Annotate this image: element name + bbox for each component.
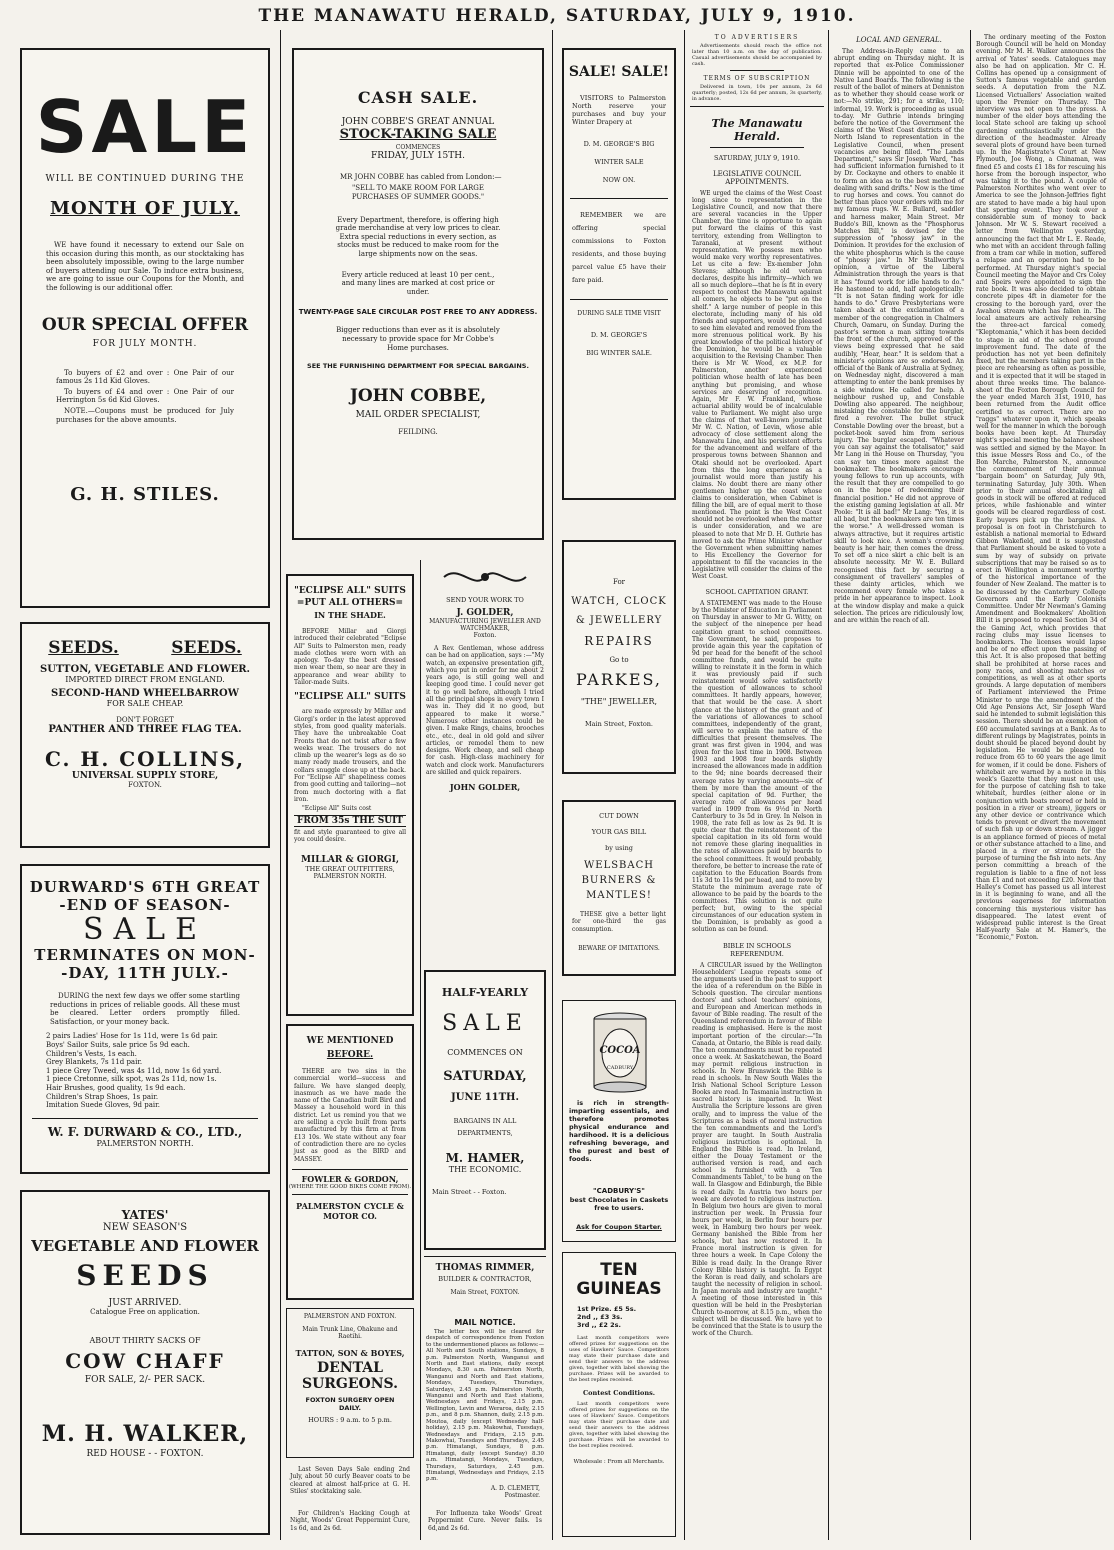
golder-advert	[424, 596, 546, 956]
hamer-h4: SATURDAY,	[443, 1069, 527, 1084]
mentioned-sub: (WHERE THE GOOD BIKES COME FROM).	[288, 1183, 412, 1190]
column-rule	[684, 30, 685, 1540]
dental-h: DENTAL SURGEONS.	[301, 1360, 399, 1392]
leg-body: WE urged the claims of the West Coast long since to representation in the Legislative Council, and now that there are several vacancies in the Upper Chamber, the time is opportune to again put forward the claims of this vast territory, extending from Wellington to Taranaki, at present without representation. We possess men who would make very worthy representatives. Let us cite a few: Ex-member John Stevens; although he old veteran declares, despite his infirmity—which we all so much deplore—that he is fit in every respect to contest the Manawatu against all comers, he objects to be "put on the shelf." A large number of people in this electorate, including many of his old friends and supporters, would be pleased to see him elevated and removed from the more strenuous political work. By his great knowledge of the political history of the Dominion, he would be a valuable acquisition to the Revising Chamber. Then there is Mr W. Wood, ex M.P. for Palmerston, another experienced politician whose health of late has been anything but promising, and whose services are deserving of recognition. Again, Mr F. W. Frankland, whose actuarial ability would be of incalculable value to Parliament. We might also urge the claims of that well-known journalist Mr W. C. Nation, of Levin, whose able advocacy of close settlement along the Manawatu Line, and his persistent efforts for the advancement and welfare of the prosperous towns between Shannon and Otaki should not be overlooked. Apart from this the long experience as a journalist would more than justify his claims. No doubt there are many other gentlemen higher up the coast whose claims to consideration, when Cabinet is filling the bill, are of equal merit to those mentioned. The point is the West Coast should not be overlooked when the matter is under consideration, and we are pleased to note that Mr D. H. Guthrie has moved to ask the Prime Minister whether the Government when submitting names to His Excellency the Governor for appointment to fill the vacancies in the Legislative will consider the claims of the West Coast.	[692, 190, 822, 581]
parkes-l3: REPAIRS	[584, 634, 654, 648]
dental-open: FOXTON SURGERY OPEN DAILY.	[305, 1396, 395, 1412]
ornament	[424, 562, 546, 592]
hamer-h2: SALE	[442, 1011, 528, 1036]
eclipse-p1: BEFORE Millar and Giorgi introduced their celebrated "Eclipse All" Suits to Palmerston men, ready made clothes were worn with an apology. To-day the best dressed men wear them, so near are they in appearance and wear ability to Tailor-made Suits.	[294, 628, 406, 687]
walker-advert	[20, 1190, 270, 1535]
rimmer-name: THOMAS RIMMER,	[435, 1263, 535, 1273]
walker-l3: VEGETABLE AND FLOWER	[31, 1237, 259, 1255]
cocoa-coupon: Ask for Coupon Starter.	[576, 1223, 662, 1231]
column-rule	[828, 30, 829, 1540]
george-now: NOW ON.	[602, 176, 636, 184]
parkes-advert	[562, 540, 676, 774]
rimmer-advert	[424, 1256, 546, 1316]
eclipse-h2: =PUT ALL OTHERS=	[296, 598, 404, 608]
parkes-for: For	[612, 578, 626, 586]
hamer-h1: HALF-YEARLY	[441, 986, 529, 999]
guineas-whole: Wholesale : From all Merchants.	[573, 1459, 665, 1465]
right-body: The ordinary meeting of the Foxton Borough Council will be held on Monday evening. Mr M. H. Walker announces the arrival of Yates' seeds. Catalogues may also be had on application. Mr C. H. Collins has opened up a consignment of Sutton's famous vegetable and garden seeds. A deputation from the N.Z. Licensed Victuallers' Association waited upon the Premier on Thursday. The interview was not open to the press. A number of the elder boys attending the local State school are taking up school gardening enthusiastically under the direction of the headmaster. Already several plots of ground have been turned up. In the Magistrate's Court at New Plymouth, Joe Wong, a Chinaman, was fined £5 and costs £1 18s for rescuing his horse from the borough inspector, who was taking it to the pound. A couple of Palmerston Northites who went over to America to see the Johnson-Jeffries fight are stated to have made a big haul upon that sporting event. They took over a considerable sum of money to back Johnson. Mr W. S. Stewart received a letter from Wellington yesterday, announcing the fact that Mr L. E. Reade, who met with an accident through falling from a tram car while in motion, suffered a relapse and an operation had to be performed. At Thursday night's special Council meeting the Mayor and Crs Coley and Speirs were appointed to sign the rate book. It was also decided to obtain concrete pipes 4ft in diameter for the crossing to the borough yard, over the Awahou stream which has fallen in. The local amateurs are actively rehearsing the three-act farcical comedy, "Kleptomania," which it has been decided to stage in aid of the school ground improvement fund. The date of the production has not yet been definitely fixed, but the members taking part in the piece are rehearsing as often as possible, and it is expected that it will be staged in about three weeks time. The balance-sheet of the Foxton Borough Council for the year ended March 31st, 1910, has been returned from the Audit office certified to as correct. There are no "raggs" whatever upon it, which speaks well for the manner in which the borough books have been kept. At Thursday night's special meeting the balance-sheet was settled and signed by the Mayor. In this issue Messrs Ross and Co., of the Bon Marche, Palmerston N., announce the commencement of their annual "bargain boom" on Saturday, July 9th, terminating Saturday, July 30th. When prior to their annual stocktaking all goods in stock will be offered at reduced prices, while fashionable and winter goods will be cleared regardless of cost. Early buyers pick up the bargains. A proposal is on foot in Christchurch to establish a national memorial to Edward Gibbon Wakefield, and it is suggested that Parliament should be asked to vote a sum by way of subsidy on private subscriptions that may be raised so as to erect in Wellington a monument worthy of the historical importance of the founder of New Zealand. The matter is to be discussed by the Canterbury College Governors and the Early Colonists Committee. Under Mr Newman's Gaming Amendment and Bookmakers' Abolition Bill it is proposed to repeal Section 34 of the Gaming Act, which provides that racing clubs may issue licenses to bookmakers. The licenses would lapse and be of no effect upon the passing of this Act. It is also proposed that betting shall be prohibited at horse races and pony races, and shooting matches or competitions, as well as at other sports grounds. A large deputation of members of Parliament interviewed the Prime Minister to urge the amendment of the Old Age Pensions Act, Sir Joseph Ward said he intended to submit legislation this session. There should be an exemption of £60 accumulated savings at a Bank. As to different rulings by Magistrates, points in doubt should be placed beyond doubt by legislation. He would be pleased to reduce from 65 to 60 years the age limit for women, if it could be done. Fishers of whitebait are warned by a notice in this week's Gazette that they must not use, for the purpose of catching fish to take whitebait, hurdles (either alone or in conjunction with boats moored or held in position in a river or stream), jiggers or any other device or contrivance which tends to prevent or divert the movement of such fish up or down stream. A jigger is an appliance formed of pieces of metal or other substance attached to a line, and placed in a river or stream for the purpose of turning the fish into nets. Any person committing a breach of the regulation is liable to a fine of not less than £1 and not exceeding £20. Now that Halley's Comet has passed us all interest in it is beginning to wane, and all the previous eagerness for information concerning this mysterious visitor has disappeared. The latest event of widespread public interest is the Great Half-yearly Sale at M. Hamer's, the "Economic," Foxton.	[976, 34, 1106, 942]
walker-l1: YATES'	[121, 1208, 169, 1222]
guineas-prizes: 1st Prize. £5 5s. 2nd ,, £3 3s. 3rd ,, £2 2s.	[577, 1305, 637, 1329]
gas-body: THESE give a better light for one-third the gas consumption.	[572, 911, 666, 933]
durward-list: 2 pairs Ladies' Hose for 1s 11d, were 1s 6d pair. Boys' Sailor Suits, sale price 5s 9d each. Children's Vests, 1s each. Grey Blankets, 7s 11d pair. 1 piece Grey Tweed, was 4s 11d, now 1s 6d yard. 1 piece Cretonne, silk spot, was 2s 11d, now 1s. Hair Brushes, good quality, 1s 9d each. Children's Strap Shoes, 1s pair. Imitation Suede Gloves, 9d pair.	[46, 1032, 222, 1110]
stiles-name: G. H. STILES.	[70, 484, 220, 506]
dental-l2: Main Trunk Line, Ohakune and Raetihi.	[302, 1326, 398, 1340]
george-during: DURING SALE TIME VISIT	[577, 310, 661, 317]
woods-notice-1: For Children's Hacking Cough at Night, Woods' Great Peppermint Cure, 1s 6d, and 2s 6d.	[290, 1510, 410, 1532]
golder-body: A Rev. Gentleman, whose address can be had on application, says :—"My watch, an expensive presentation gift, which you put in order for me about 2 years ago, is still going well and keeping good time. I could never get it to go well before, although I tried all the principal shops in every town I was in. They did it no good, but appeared to make it worse." Numerous other instances could be given. I make Rings, chains, brooches etc., etc., deal in old gold and silver articles, or remodel them to new designs. Work cheap, and sell cheap for cash. High-class machinery for watch and clock work. Manufacturers are skilled and quick repairers.	[426, 645, 544, 777]
walker-l5: JUST ARRIVED.	[108, 1298, 182, 1308]
mentioned-name: FOWLER & GORDON,	[301, 1173, 399, 1184]
month-headline: MONTH OF JULY.	[50, 198, 240, 219]
eclipse-h3: IN THE SHADE.	[314, 610, 386, 620]
eclipse-town: PALMERSTON NORTH.	[313, 873, 387, 881]
george-sale: WINTER SALE	[594, 158, 644, 166]
cobbe-p2: Every article reduced at least 10 per cent., and many lines are marked at cost price or under.	[341, 270, 495, 296]
eclipse-name: MILLAR & GIORGI,	[301, 855, 399, 866]
durward-h2: -END OF SEASON-	[59, 896, 231, 914]
dental-advert	[286, 1308, 414, 1458]
inner-rule	[420, 560, 421, 1540]
herald-date: SATURDAY, JULY 9, 1910.	[714, 154, 800, 162]
collins-name: C. H. COLLINS,	[44, 747, 246, 771]
subs-h: TERMS OF SUBSCRIPTION	[703, 75, 811, 82]
cobbe-p1: Every Department, therefore, is offering high grade merchandise at very low prices to clear. Extra special reductions in every section, as stocks must be reduced to make room for the large shipments now on the seas.	[335, 215, 501, 258]
dental-name: TATTON, SON & BOYES,	[295, 1348, 405, 1358]
cobbe-h5: FRIDAY, JULY 15TH.	[371, 151, 465, 161]
walker-seeds: SEEDS	[76, 1259, 214, 1292]
for-month-text: FOR JULY MONTH.	[92, 338, 198, 349]
golder-name: J. GOLDER,	[456, 608, 514, 618]
hamer-name: M. HAMER,	[445, 1151, 525, 1165]
cocoa-brand: CADBURY	[606, 1065, 634, 1071]
special-offer-headline: OUR SPECIAL OFFER	[41, 314, 249, 335]
stiles-body: WE have found it necessary to extend our Sale on this occasion during this month, as our stocktaking has been absolutely impossible, owing to the large number of buyers attending our Sale. To induce extra business, we are going to issue our Coupons for the Month, and the following is our additional offer.	[46, 241, 244, 292]
durward-name: W. F. DURWARD & CO., LTD.,	[47, 1124, 243, 1139]
cobbe-h1: CASH SALE.	[357, 88, 479, 107]
mail-body: The letter box will be cleared for despatch of correspondence from Foxton to the undermentioned places as follows:— All North and South stations, Sundays, 8 p.m. Palmerston North, Wanganui and North and East stations, daily except Mondays, 8.30 a.m. Palmerston North, Wanganui and North and East stations, Mondays, Tuesdays, Thursdays, Saturdays, 2.45 p.m. Palmerston North, Wanganui and North and East stations, Wednesdays and Fridays, 2.15 p.m. Wellington, Levin and Weraroa, daily, 2.15 p.m., and 8 p.m. Shannon, daily, 2.15 p.m. Moutoa, daily (except Wednesday half-holiday), 2.15 p.m. Makowhai, Tuesdays, Wednesdays and Fridays, 2.15 p.m. Makowhai, Tuesdays and Thursdays, 2.45 p.m. Himatangi, Sundays, 8 p.m. Himatangi, daily (except Sunday) 8.30 a.m. Himatangi, Mondays, Tuesdays, Thursdays, Saturdays, 2.45 p.m. Himatangi, Wednesdays and Fridays, 2.15 p.m.	[426, 1329, 544, 1483]
collins-l2: IMPORTED DIRECT FROM ENGLAND.	[65, 675, 225, 684]
column-rule	[280, 30, 281, 1540]
guineas-body: Last month competitors were offered prizes for suggestions on the uses of Hawkers' Sauce. Competitors may state their purchase date and send their answers to the address given, together with label showing the purchase. Prizes will be awarded to the best replies received.	[569, 1335, 669, 1383]
cocoa-advert	[562, 1000, 676, 1242]
durward-advert	[20, 864, 270, 1174]
golder-town: Foxton.	[473, 632, 497, 639]
subs-body: Delivered in town, 10s per annum, 2s 6d quarterly; posted, 12s 6d per annum, 3s quarterly, in advance.	[692, 84, 822, 102]
golder-name2: JOHN GOLDER,	[449, 782, 521, 793]
cobbe-p3: Bigger reductions than ever as it is absolutely necessary to provide space for Mr Cobbe's Home purchases.	[336, 326, 500, 352]
mail-sig: A. D. CLEMETT,	[490, 1484, 540, 1492]
george-p2: REMEMBER we are offering special commissions to Foxton residents, and those buying parcel value £5 have their fare paid.	[572, 211, 666, 284]
walker-l8: COW CHAFF	[65, 1349, 225, 1373]
mentioned-advert	[286, 1024, 414, 1300]
mentioned-body: THERE are two sins in the commercial world—success and failure. We have slanged deeply, inasmuch as we have made the name of the Canadian built Bird and Massey a household word in this district. Let us remind you that we are selling a cycle built from parts manufactured by this firm at from £13 10s. We state without any fear of contradiction there are no cycles just as good as the BIRD and MASSEY.	[294, 1068, 406, 1163]
george-p1: VISITORS to Palmerston North reserve your purchases and buy your Winter Drapery at	[572, 94, 666, 126]
offer-list: To buyers of £2 and over : One Pair of our famous 2s 11d Kid Gloves. To buyers of £4 and over : One Pair of our Herrington 5s 6d Kid Gloves. NOTE.—Coupons must be produced for July purchases for the above amounts.	[56, 368, 234, 424]
stiles-advert	[20, 48, 270, 608]
gas-l3: BURNERS &	[581, 875, 657, 886]
dental-hours: HOURS : 9 a.m. to 5 p.m.	[308, 1416, 392, 1424]
cobbe-h3: STOCK-TAKING SALE	[339, 127, 497, 142]
right-column	[974, 34, 1108, 944]
walker-l2: NEW SEASON'S	[102, 1222, 188, 1233]
mentioned-h2: BEFORE.	[326, 1050, 374, 1060]
walker-l9: FOR SALE, 2/- PER SACK.	[84, 1375, 206, 1385]
george-advert	[562, 48, 676, 500]
cobbe-cable: MR JOHN COBBE has cabled from London:—	[340, 173, 502, 181]
school-body: A STATEMENT was made to the House by the Minister of Education in Parliament on Thursday in answer to Mr G. Witty, on the subject of the ninepence per head capitation grant to school committees. The Government, he said, proposes to provide again this year the capitation of 9d per head for the benefit of the school committee funds, and would be quite willing to reinstate it in the form in which it was previously paid if such reinstatement would solve satisfactorily the question of allowances to school committees. It hardly appears, however, that that would be the case. A short glance at the history of the grant and of the variations of allowances to school committees, independently of the grant, will serve to explain the nature of the difficulties that present themselves. The grant was first given in 1904, and was given for the last time in 1908. Between 1903 and 1908 four boards slightly increased the allowances made in addition to the 9d; nine boards decreased their average rates by varying amounts—six of them by more than the amount of the special capitation of 9d. Further, the average rate of allowances per head varied in 1909 from 6s 9½d in North Canterbury to 3s 5d in Grey. In Nelson in 1908, the rate fell as low as 2s 9d. It is quite clear that the reinstatement of the special capitation in its old form would not remove these glaring inequalities in the rates of allowances paid by boards to the school committees. It would probably, therefore, be better to increase the rate of capitation to the Education Boards from 11s 3d to 11s 9d per head, and to move by Statute the minimum average rate of allowance to be paid by the boards to the committees. This solution is not quite perfect; but, owing to the special circumstances of our education system in the Dominion, is probably as good a solution as can be found.	[692, 600, 822, 934]
mentioned-name2: PALMERSTON CYCLE & MOTOR CO.	[296, 1200, 404, 1221]
hamer-addr: Main Street - - Foxton.	[432, 1188, 507, 1196]
parkes-l2: & JEWELLERY	[575, 615, 663, 626]
hamer-h5: JUNE 11TH.	[451, 1092, 519, 1103]
durward-h3: TERMINATES ON MON-	[34, 946, 256, 964]
collins-l6: PANTHER AND THREE FLAG TEA.	[48, 724, 242, 735]
durward-h1: DURWARD'S 6TH GREAT	[29, 878, 261, 896]
gas-beware: BEWARE OF IMITATIONS.	[578, 944, 660, 952]
durward-sale: SALE	[82, 912, 208, 947]
walker-l7: ABOUT THIRTY SACKS OF	[89, 1336, 201, 1345]
school-h: SCHOOL CAPITATION GRANT.	[705, 588, 809, 597]
cobbe-spec: MAIL ORDER SPECIALIST,	[355, 410, 481, 421]
collins-town: FOXTON.	[128, 781, 162, 789]
eclipse-p2: are made expressly by Millar and Giorgi's order in the latest approved styles, from good quality materials. They have the unbreakable Coat Fronts that do not twist after a few weeks wear. The trousers do not climb up the wearer's legs as do so many ready made trousers, and the collars snuggle close up at the back. For "Eclipse All" shapeliness comes from good cutting and tailoring—not from much doctoring with a flat iron. "Eclipse All" Suits cost	[294, 708, 406, 813]
cocoa-body: is rich in strength-imparting essentials, and therefore promotes physical endurance and hardihood. It is a delicious refreshing beverage, and the purest and best of foods.	[569, 1099, 669, 1163]
gas-l4: MANTLES!	[586, 890, 652, 901]
guineas-cond: Contest Conditions.	[582, 1389, 655, 1397]
cobbe-h2: JOHN COBBE'S GREAT ANNUAL	[341, 117, 495, 127]
local-h: LOCAL AND GENERAL.	[856, 36, 942, 44]
collins-l1: SUTTON, VEGETABLE AND FLOWER.	[40, 664, 250, 675]
cobbe-furn: SEE THE FURNISHING DEPARTMENT FOR SPECIAL BARGAINS.	[307, 362, 529, 371]
cobbe-name: JOHN COBBE,	[349, 386, 487, 407]
george-name2: D. M. GEORGE'S	[590, 331, 648, 339]
eclipse-price: FROM 35s THE SUIT	[294, 815, 406, 827]
continued-text: WILL BE CONTINUED DURING THE	[45, 174, 245, 184]
durward-body: DURING the next few days we offer some startling reductions in prices of reliable goods. All these must be cleared. Letter orders promptly filled. Satisfaction, or your money back.	[50, 992, 240, 1026]
leg-h: LEGISLATIVE COUNCIL APPOINTMENTS.	[713, 170, 801, 186]
bible-body: A CIRCULAR issued by the Wellington Householders' League repeats some of the arguments used in the past to support the idea of a referendum on the Bible in Schools question. The circular mentions doctors' and school teachers' opinions, and European and American methods in favour of Bible reading. The result of the Queensland referendum in favour of Bible reading is emphasised. Here is the most important portion of the circular:—"In Canada, at Ontario, the Bible is read daily. The ten commandments must be repeated once a week. At Saskatchewan, the Board may permit religious instruction in schools. In New Brunswick the Bible is read in schools. In New South Wales the Irish National School Scripture Lesson Books are read. In Tasmania instruction in sacred history is imparted. In West Australia the Scripture lessons are given orally, and to impress the value of the Scriptures as a basis of moral instruction the ten commandments and the Lord's prayer are taught. In South Australia religious instruction is optional. In England the Bible is read. In Ireland, either the Douay Testament or the authorised version is read, and each school is furnished with a 'Ten Commandments Tablet,' to be hung on the wall. In Glasgow and Edinburgh, the Bible is read daily. In Austria two hours per week are devoted to religious instruction. In Belgium two hours are given to moral instruction per week. In Prussia four hours per week, in Berlin four hours per week, in Hamburg two hours per week. Germany banished the Bible from her schools, but has now restored it. In France moral instruction is given for three hours a week. In Cape Colony the Bible is read daily. In the Orange River Colony Bible history is taught. In Egypt the Koran is read daily, and scholars are taught the necessity of religion in school. In Japan morals and industry are taught." A meeting of those interested in this question will be held in the Presbyterian Church to-morrow, at 8.15 p.m., when the subject will be discussed. We have yet to be convinced that the State is to usurp the work of the Church.	[692, 961, 822, 1338]
mail-h: MAIL NOTICE.	[454, 1318, 516, 1327]
beaver-notice: Last Seven Days Sale ending 2nd July, about 50 curly Beaver coats to be cleared at almost half-price at G. H. Stiles' stocktaking sale.	[290, 1466, 410, 1495]
parkes-l1: WATCH, CLOCK	[571, 596, 667, 607]
local-body: The Address-in-Reply came to an abrupt ending on Thursday night. It is reported that ex-Police Commissioner Dinnie will be appointed to one of the Native Land Boards. The following is the result of the ballot of miners at Denniston as to whether they should cease work or not:—No strike, 291; for a strike, 110; informal, 19. Work is proceeding as usual to-day. Mr Guthrie intends bringing before the notice of the Government the claims of the West Coast districts of the North Island to representation in the Legislative Council, when present vacancies are being filled. "The Lands Department," says Sir Joseph Ward, "has had sufficient information furnished to it by Dr. Cockayne and others to enable it to form an idea as to the best method of dealing with sand drifts." Now is the time to rug horses and cows. You cannot do better than place your orders with me for my famous rugs. W. E. Bullard, saddler and harness maker, Main Street. Mr Buddo's Bill, known as the "Phosphorus Matches Bill," is devised for the suppression of "phossy jaw" in the Dominion. It provides for the exclusion of the white phosphorus which is the cause of "phossy jaw." In Mr Stallworthy's opinion, a virtue of the Liberal Administration through the years is that it has "found work for idle hands to do." He hastened to add, half apologetically: "It is not Satan finding work for idle hands to do." Grave Presbyterians were taken aback at the exclamation of a member of the congregation in Chalmers Church, Oamaru, on Sunday. During the pastor's sermon a man sitting towards the front of the church, approved of the views being expressed that he said audibly, "Hear, hear." It is seldom that a minister's opinions are so endorsed. An official of the Bank of Australia at Sydney, on Wednesday night, discovered a man attempting to enter the bank premises by a side window. He called for help. A neighbour rushed up, and Constable Dowling also appeared. The neighbour, mistaking the constable for the burglar, fired a revolver. The bullet struck Constable Dowling over the breast, but a pocket-book saved him from serious injury. The burglar escaped. "Whatever you can say against the totalisator," said Mr Lang in the House on Thursday, "you can say ten times more against the bookmaker. The bookmakers encourage young fellows to run up accounts, with the result that they are compelled to go on in the hope of redeeming their financial position." He did not approve of the existing gaming legislation at all. Mr Poole: "It is all bad!" Mr Lang: "Yes, it is all bad, but the bookmakers are ten times the worse." A well-dressed woman is always attractive, but it requires artistic skill to look nice. A woman's crowning beauty is her hair, then comes the dress. To set off a nice skirt a chic belt is an absolute necessity. Mr W. E. Bullard recognised this fact by securing a consignment of travellers' samples of these dainty articles, which we recommend every female who takes a pride in her appearance to inspect. Look at the window display and make a quick selection. The prices are ridiculously low, and are within the reach of all.	[834, 48, 964, 625]
gas-l1: CUT DOWN	[599, 812, 639, 820]
george-big: BIG WINTER SALE.	[586, 349, 652, 357]
bible-h: BIBLE IN SCHOOLS REFERENDUM.	[722, 941, 792, 958]
local-column	[832, 34, 966, 626]
parkes-addr: Main Street, Foxton.	[585, 720, 653, 728]
collins-store: UNIVERSAL SUPPLY STORE,	[71, 771, 219, 781]
guineas-h: TEN GUINEAS	[576, 1260, 662, 1299]
rimmer-sub: BUILDER & CONTRACTOR,	[438, 1275, 532, 1283]
mentioned-h: WE MENTIONED	[306, 1036, 394, 1046]
hamer-advert	[424, 970, 546, 1250]
eclipse-sub: THE GREAT OUTFITTERS,	[305, 865, 395, 874]
sale-headline: SALE	[35, 85, 255, 169]
column-rule	[552, 30, 553, 1540]
hamer-sub: THE ECONOMIC.	[448, 1165, 522, 1174]
durward-h4: -DAY, 11TH JULY.-	[61, 964, 229, 982]
cobbe-circ: TWENTY-PAGE SALE CIRCULAR POST FREE TO ANY ADDRESS.	[298, 308, 538, 317]
guineas-advert	[562, 1252, 676, 1537]
walker-name: M. H. WALKER,	[41, 1421, 249, 1447]
gas-name: WELSBACH	[583, 860, 654, 871]
gas-by: by using	[605, 844, 633, 852]
cocoa-best: best Chocolates in Caskets free to users.	[569, 1196, 669, 1212]
herald-title: The Manawatu Herald.	[711, 117, 803, 143]
eclipse-h1: "ECLIPSE ALL" SUITS	[294, 586, 406, 596]
collins-l5: DON'T FORGET	[116, 716, 174, 724]
woods-notice-2: For Influenza take Woods' Great Peppermint Cure. Never fails. 1s 6d,and 2s 6d.	[428, 1510, 542, 1532]
dental-l1: PALMERSTON AND FOXTON.	[303, 1313, 397, 1320]
collins-l3: SECOND-HAND WHEELBARROW	[51, 688, 239, 699]
golder-l2: MANUFACTURING JEWELLER AND WATCHMAKER,	[429, 618, 541, 632]
golder-l1: SEND YOUR WORK TO	[446, 596, 524, 604]
gas-l2: YOUR GAS BILL	[591, 828, 647, 836]
hamer-h3: COMMENCES ON	[447, 1048, 523, 1057]
advertisers-h: TO ADVERTISERS	[714, 34, 800, 41]
rimmer-addr: Main Street, FOXTON.	[450, 1289, 520, 1296]
parkes-go: Go to	[609, 656, 629, 664]
walker-addr: RED HOUSE - - FOXTON.	[86, 1449, 204, 1459]
mail-post: Postmaster.	[504, 1491, 540, 1499]
collins-advert	[20, 622, 270, 848]
advertisers-body: Advertisements should reach the office not later than 10 a.m. on the day of publication. Casual advertisements should be accompanied by cash.	[692, 43, 822, 67]
cobbe-quote: "SELL TO MAKE ROOM FOR LARGE PURCHASES OF SUMMER GOODS."	[351, 183, 485, 201]
cocoa-choc: "CADBURY'S"	[593, 1187, 645, 1195]
george-h: SALE! SALE!	[568, 64, 670, 80]
cobbe-town: FEILDING.	[398, 428, 438, 437]
eclipse-p4: fit and style guaranteed to give all you could desire.	[294, 828, 406, 843]
seeds-headline: SEEDS. SEEDS.	[48, 638, 242, 658]
george-name: D. M. GEORGE'S BIG	[583, 140, 655, 148]
column-rule	[970, 30, 971, 1540]
mail-notice	[424, 1318, 546, 1518]
eclipse-advert	[286, 574, 414, 1016]
guineas-body2: Last month competitors were offered prizes for suggestions on the uses of Hawkers' Sauce. Competitors may state their purchase date and send their answers to the address given, together with label showing the purchase. Prizes will be awarded to the best replies received.	[569, 1401, 669, 1449]
hamer-h6: BARGAINS IN ALL DEPARTMENTS,	[453, 1117, 517, 1137]
collins-l4: FOR SALE CHEAP.	[106, 699, 184, 708]
cobbe-h4: COMMENCES	[395, 144, 441, 151]
cocoa-label: COCOA	[599, 1045, 641, 1056]
cobbe-advert	[292, 48, 544, 540]
walker-l6: Catalogue Free on application.	[90, 1308, 200, 1316]
editorial-column	[690, 34, 824, 1340]
eclipse-h4: "ECLIPSE ALL" SUITS	[294, 692, 406, 703]
gas-advert	[562, 800, 676, 976]
masthead: THE MANAWATU HERALD, SATURDAY, JULY 9, 1910.	[258, 6, 856, 26]
parkes-sub: "THE" JEWELLER,	[580, 697, 658, 706]
parkes-name: PARKES,	[575, 670, 662, 689]
durward-town: PALMERSTON NORTH.	[96, 1138, 194, 1148]
